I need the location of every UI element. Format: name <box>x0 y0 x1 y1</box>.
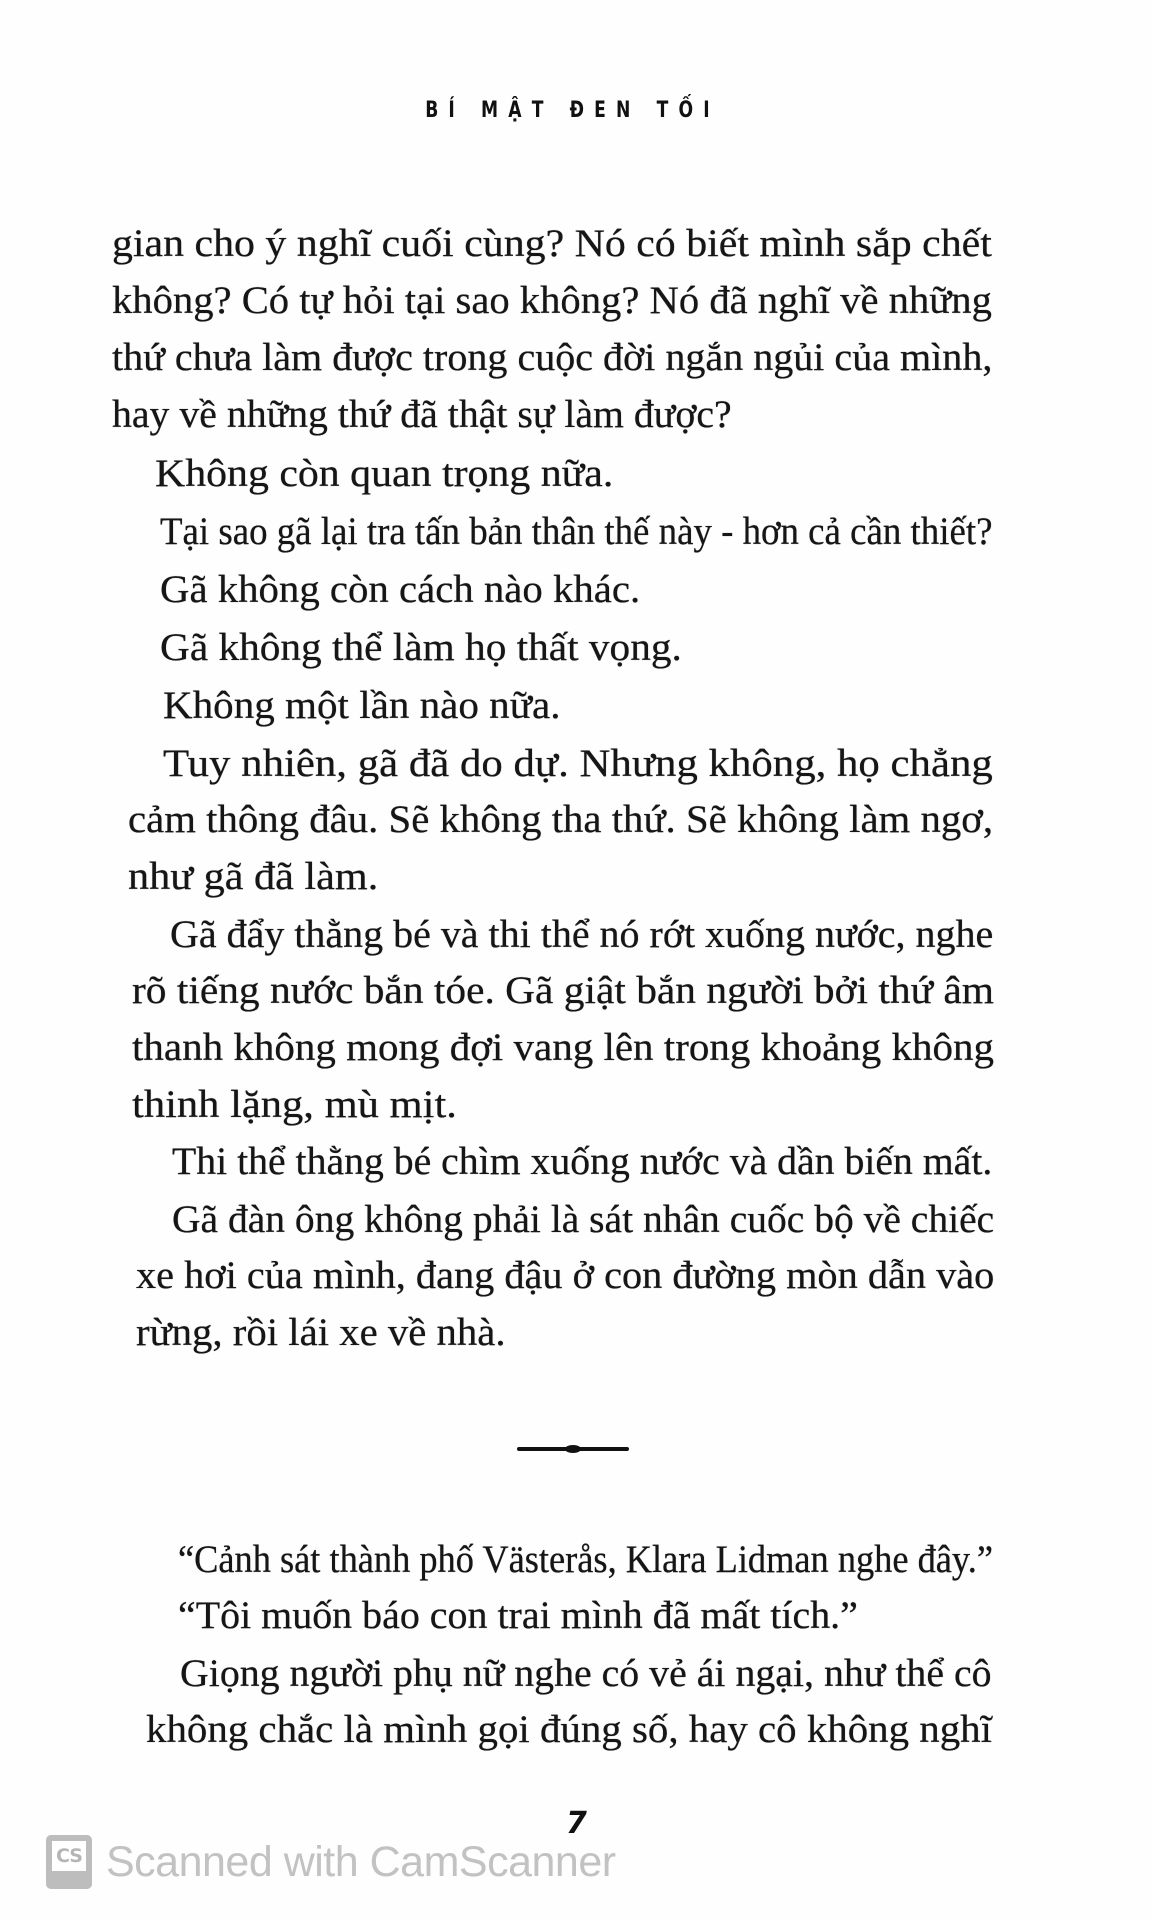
text-line: Gã đẩy thằng bé và thi thể nó rớt xuống nước, nghe <box>170 913 994 956</box>
text-line: Gã không thể làm họ thất vọng. <box>160 626 682 669</box>
text-line: Gã đàn ông không phải là sát nhân cuốc bộ về chiếc <box>172 1198 995 1241</box>
text-line: Giọng người phụ nữ nghe có vẻ ái ngại, như thể cô <box>180 1652 992 1695</box>
section-break-ornament-icon <box>517 1447 629 1451</box>
text-line: như gã đã làm. <box>128 855 379 898</box>
text-line: không? Có tự hỏi tại sao không? Nó đã nghĩ về những <box>112 279 992 322</box>
watermark-text: Scanned with CamScanner <box>106 1837 616 1886</box>
text-line: rừng, rồi lái xe về nhà. <box>136 1311 506 1354</box>
text-line: “Cảnh sát thành phố Västerås, Klara Lidman nghe đây.” <box>178 1538 993 1581</box>
text-line: Tại sao gã lại tra tấn bản thân thế này - hơn cả cần thiết? <box>160 510 993 553</box>
text-line: Không một lần nào nữa. <box>163 684 561 727</box>
text-line: Gã không còn cách nào khác. <box>160 568 641 611</box>
text-line: thinh lặng, mù mịt. <box>132 1083 457 1126</box>
text-line: rõ tiếng nước bắn tóe. Gã giật bắn người bởi thứ âm <box>132 969 994 1012</box>
running-header-title: BÍ MẬT ĐEN TỐI <box>425 98 720 123</box>
text-line: thứ chưa làm được trong cuộc đời ngắn ngủi của mình, <box>112 336 993 379</box>
text-line: xe hơi của mình, đang đậu ở con đường mòn dẫn vào <box>136 1254 995 1297</box>
text-line: cảm thông đâu. Sẽ không tha thứ. Sẽ không làm ngơ, <box>128 798 994 841</box>
text-line: không chắc là mình gọi đúng số, hay cô không nghĩ <box>146 1708 992 1751</box>
text-line: gian cho ý nghĩ cuối cùng? Nó có biết mình sắp chết <box>112 222 992 265</box>
text-line: Thi thể thằng bé chìm xuống nước và dần biến mất. <box>172 1140 993 1183</box>
camscanner-watermark <box>46 1832 616 1892</box>
text-line: Tuy nhiên, gã đã do dự. Nhưng không, họ chẳng <box>163 742 993 785</box>
text-line: “Tôi muốn báo con trai mình đã mất tích.” <box>178 1594 858 1637</box>
page-number: 7 <box>566 1806 587 1841</box>
text-line: hay về những thứ đã thật sự làm được? <box>112 393 732 436</box>
text-line: Không còn quan trọng nữa. <box>155 452 614 495</box>
text-line: thanh không mong đợi vang lên trong khoảng không <box>132 1026 995 1069</box>
camscanner-logo-icon <box>46 1835 92 1889</box>
camscanner-logo-text: CS <box>49 1838 89 1874</box>
